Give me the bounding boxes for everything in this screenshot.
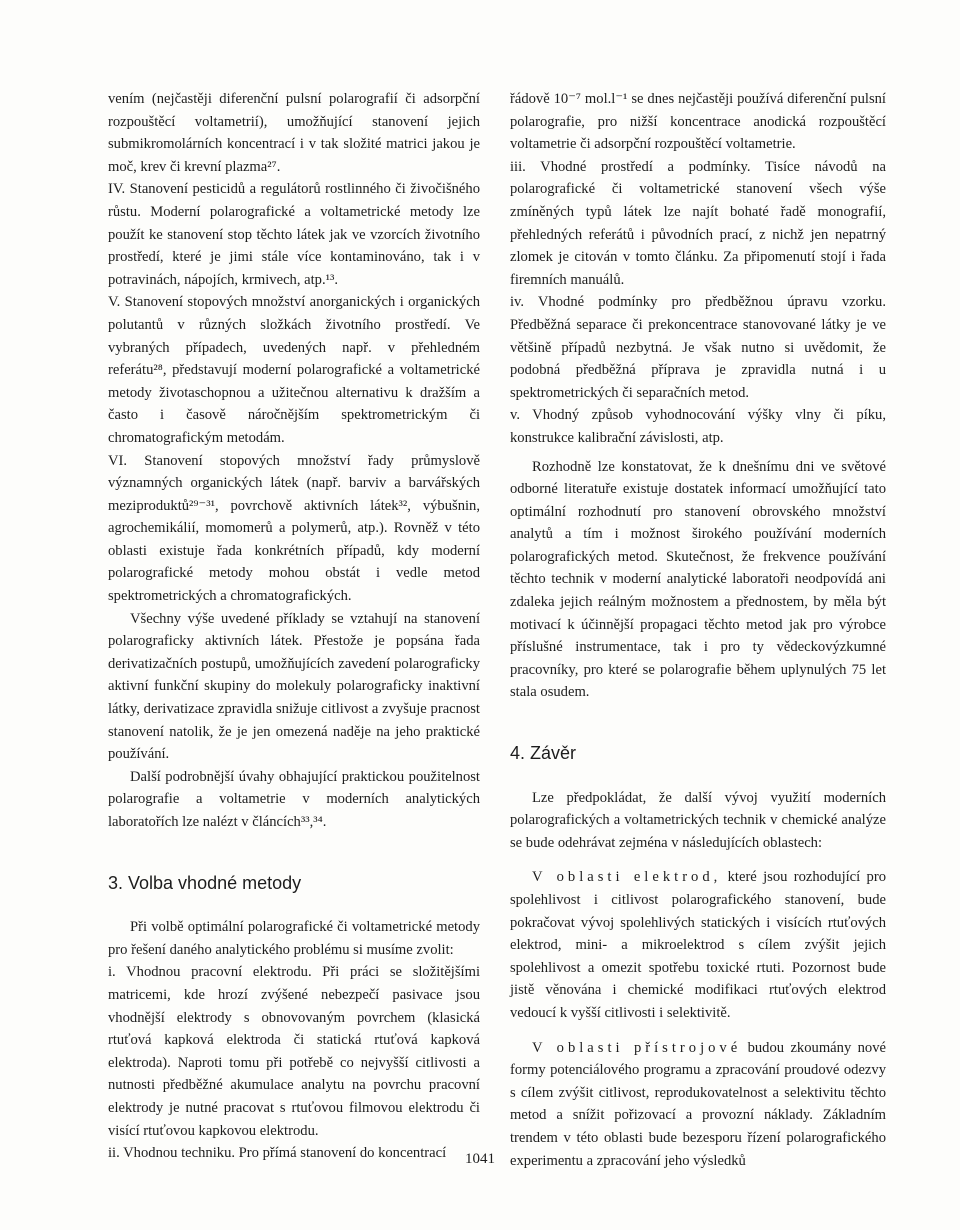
spacer (510, 1025, 886, 1037)
right-column (510, 88, 886, 1172)
left-column (108, 88, 480, 1165)
section-heading-4: 4. Závěr (510, 743, 577, 764)
paragraph-item-v: V. Stanovení stopových množství anorganických i organických polutantů v různých složkách životního prostředí. Ve vybraných případech, uvedených např. v přehledném referátu²⁸, představují moderní polarografické a voltametrické metody životaschopnou a užitečnou alternativu k dražším a často i časově náročnějším spektrometrickým či chromatografickým metodám. (108, 294, 480, 446)
page-number: 1041 (465, 1151, 495, 1167)
spaced-emphasis: V oblasti elektrod, (532, 869, 722, 886)
paragraph: Další podrobnější úvahy obhajující praktickou použitelnost polarografie a voltametrie v moderních analytických laboratořích lze nalézt v článcích³³,³⁴. (108, 768, 480, 830)
paragraph: Rozhodně lze konstatovat, že k dnešnímu dni ve světové odborné literatuře existuje dostatek informací umožňující tato optimální rozhodnutí pro stanovení obrovského množství analytů a tím i možnost širokého používání moderních polarografických metod. Skutečnost, že frekvence používání těchto technik v moderní analytické laboratoři neodpovídá ani zdaleka jejich reálným možnostem a přednostem, by měla být motivací k účinnější propagaci těchto metod jak pro výrobce příslušné instrumentace, tak i pro ty vědeckovýzkumné pracovníky, pro které se polarografie během uplynulých 75 let stala osudem. (510, 458, 886, 701)
paragraph-item-i: i. Vhodnou pracovní elektrodu. Při práci se složitějšími matricemi, kde hrozí zvýšené nebezpečí pasivace jsou vhodnější elektrody s obnovovaným povrchem (klasická rtuťová kapková elektroda či statická rtuťová kapková elektroda). Naproti tomu při potřebě co nejvyšší citlivosti a nutnosti předběžné akumulace analytu na povrchu pracovní elektrody je nutné pracovat s rtuťovou filmovou elektrodu či visící rtuťovou kapkovou elektrodu. (108, 964, 480, 1139)
spacer (510, 704, 886, 742)
section-heading-3: 3. Volba vhodné metody (108, 872, 302, 893)
spacer (510, 854, 886, 866)
paragraph-text: které jsou rozhodující pro spolehlivost i citlivost polarografického stanovení, bude pokračovat vývoj spolehlivých statických i visících rtuťových elektrod, mini- a mikroelektrod s cílem zvýšit jejich spolehlivost a omezit spotřebu toxické rtuti. Pozornost bude jistě věnována i chemické modifikaci rtuťových elektrod vedoucí k vyšší citlivosti i selektivitě. (510, 869, 886, 1021)
paragraph: Všechny výše uvedené příklady se vztahují na stanovení polarograficky aktivních látek. Přestože je popsána řada derivatizačních postupů, umožňujících zavedení polarograficky aktivní funkční skupiny do molekuly polarograficky inaktivní látky, derivatizace zpravidla snižuje citlivost a zvyšuje pracnost stanovení natolik, že je jen omezená naděje na jeho praktické používání. (108, 610, 480, 763)
paragraph-item-v: v. Vhodný způsob vyhodnocování výšky vlny či píku, konstrukce kalibrační závislosti, atp. (510, 407, 886, 446)
paragraph-item-vi: VI. Stanovení stopových množství řady průmyslově významných organických látek (např. barviv a barvářských meziproduktů²⁹⁻³¹, povrchově aktivních látek³², výbušnin, agrochemikálií, momomerů a polymerů, atp.). Rovněž v této oblasti existuje řada konkrétních případů, kdy moderní polarografické metody mohou obstát i vedle metod spektrometrických a chromatografických. (108, 452, 480, 605)
paragraph-item-iv: iv. Vhodné podmínky pro předběžnou úpravu vzorku. Předběžná separace či prekoncentrace stanovované látky je ve většině případů nezbytná. Je však nutno si uvědomit, že podobná předběžná příprava je zpravidla nutná i u spektrometrických či separačních metod. (510, 294, 886, 401)
paragraph: Lze předpokládat, že další vývoj využití moderních polarografických a voltametrických technik v chemické analýze se bude odehrávat zejména v následujících oblastech: (510, 789, 886, 851)
paragraph-item-iv: IV. Stanovení pesticidů a regulátorů rostlinného či živočišného růstu. Moderní polarografické a voltametrické metody lze použít ke stanovení stop těchto látek jak ve vzorcích životního prostředí, které je jimi stále více kontaminováno, tak i v potravinách, nápojích, krmivech, atp.¹³. (108, 181, 480, 288)
paragraph-item-ii: ii. Vhodnou techniku. Pro přímá stanovení do koncentrací (108, 1145, 447, 1162)
paragraph: Při volbě optimální polarografické či voltametrické metody pro řešení daného analytického problému si musíme zvolit: (108, 919, 480, 958)
spaced-emphasis: V oblasti přístrojové (532, 1039, 742, 1056)
paragraph: vením (nejčastěji diferenční pulsní polarografií či adsorpční rozpouštěcí voltametrií), umožňující stanovení jejich submikromolárních koncentrací i v tak složité matrici jakou je moč, krev či krevní plazma²⁷. (108, 91, 480, 175)
paragraph-item-iii: iii. Vhodné prostředí a podmínky. Tisíce návodů na polarografické či voltametrické stanovení všech výše zmíněných typů látek lze najít bohaté řadě monografií, přehledných referátů i původních prací, z nichž jen nepatrný zlomek je citován v tomto článku. Za připomenutí stojí i řada firemních manuálů. (510, 158, 886, 288)
paragraph-electrodes (510, 866, 886, 1024)
paragraph: řádově 10⁻⁷ mol.l⁻¹ se dnes nejčastěji používá diferenční pulsní polarografie, pro nižší koncentrace anodická rozpouštěcí voltametrie či adsorpční rozpouštěcí voltametrie. (510, 91, 886, 153)
spacer (108, 834, 480, 872)
paragraph-text: budou zkoumány nové formy potenciálového programu a zpracování proudové odezvy s cílem zvýšit citlivost, reprodukovatelnost a selektivitu těchto metod a snížit pořizovací a provozní náklady. Základním trendem v této oblasti bude bezesporu řízení polarografického experimentu a zpracování jeho výsledků (510, 1039, 887, 1169)
